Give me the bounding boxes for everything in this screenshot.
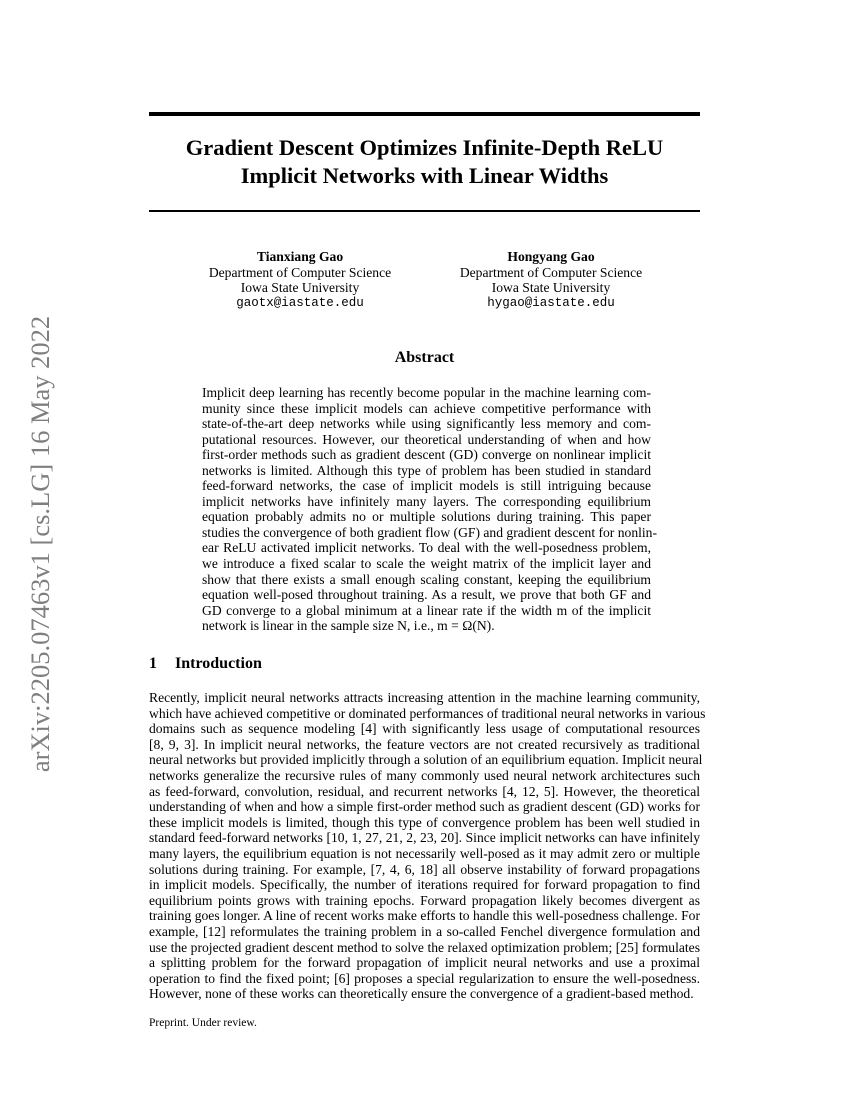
abstract-line: equation probably admits no or multiple solutions during training. This paper — [202, 509, 651, 525]
author-university: Iowa State University — [491, 280, 611, 295]
intro-line: which have achieved competitive or dominated performances of traditional neural networks in various — [149, 705, 706, 721]
intro-line: example, [12] reformulates the training problem in a so-called Fenchel divergence formulation and — [149, 923, 700, 939]
intro-line: neural networks but provided implicitly through a solution of an equilibrium equation. Implicit neural — [149, 752, 703, 768]
intro-line: [8, 9, 3]. In implicit neural networks, the feature vectors are not created recursively as traditional — [149, 736, 700, 752]
abstract-heading: Abstract — [394, 349, 455, 366]
title-line: Gradient Descent Optimizes Infinite-Depth ReLU — [185, 135, 664, 160]
author-email: hygao@iastate.edu — [487, 295, 615, 310]
intro-line: networks generalize the recursive rules of many commonly used neural network architectures such — [149, 767, 700, 783]
intro-line: solutions during training. For example, [7, 4, 6, 18] all observe instability of forward propagations — [149, 861, 700, 877]
paper-title — [149, 134, 700, 190]
abstract-line: network is linear in the sample size N, i.e., m = Ω(N). — [202, 618, 495, 634]
author-university: Iowa State University — [240, 280, 360, 295]
intro-line: these implicit models is limited, though this type of convergence problem has been well studied in — [149, 814, 700, 830]
intro-line: However, none of these works can theoretically ensure the convergence of a gradient-based method. — [149, 986, 694, 1002]
abstract-line: Implicit deep learning has recently become popular in the machine learning com- — [202, 385, 651, 400]
abstract-line: munity since these implicit models can achieve competitive performance with — [202, 400, 651, 416]
intro-line: a splitting problem for the forward propagation of implicit neural networks and use a proximal — [149, 955, 700, 971]
intro-line: training goes longer. A line of recent works make efforts to handle this well-posedness challenge. For — [149, 908, 700, 924]
author-name: Tianxiang Gao — [256, 249, 344, 264]
author-email: gaotx@iastate.edu — [236, 295, 364, 310]
intro-line: equilibrium points grows with training epochs. Forward propagation likely becomes divergent as — [149, 892, 700, 908]
section-number: 1 — [149, 655, 157, 672]
abstract-line: state-of-the-art deep networks while using significantly less memory and com- — [202, 416, 651, 432]
intro-line: in implicit models. Specifically, the number of iterations required for forward propagation to find — [149, 877, 700, 893]
intro-line: standard feed-forward networks [10, 1, 27, 21, 2, 23, 20]. Since implicit networks can have infinitely — [149, 830, 700, 846]
author-department: Department of Computer Science — [208, 264, 392, 280]
intro-line: use the projected gradient descent method to solve the relaxed optimization problem; [25] formulates — [149, 939, 700, 955]
abstract-text — [202, 385, 658, 634]
abstract-line: putational resources. However, our theoretical understanding of when and how — [202, 431, 651, 447]
abstract-line: first-order methods such as gradient descent (GD) converge on nonlinear implicit — [202, 447, 651, 463]
intro-line: understanding of when and how a simple first-order method such as gradient descent (GD) works for — [149, 799, 700, 815]
section-heading — [149, 655, 262, 673]
section-title: Introduction — [175, 655, 262, 672]
author-department: Department of Computer Science — [459, 264, 643, 280]
title-top-rule — [149, 112, 700, 116]
arxiv-identifier: arXiv:2205.07463v1 [cs.LG] 16 May 2022 — [25, 315, 55, 773]
abstract-line: studies the convergence of both gradient flow (GF) and gradient descent for nonlin- — [202, 524, 658, 540]
intro-line: operation to find the fixed point; [6] proposes a special regularization to ensure the well-posedness. — [149, 970, 700, 986]
title-line: Implicit Networks with Linear Widths — [240, 163, 609, 188]
abstract-line: show that there exists a small enough scaling constant, keeping the equilibrium — [202, 571, 651, 587]
preprint-footer: Preprint. Under review. — [149, 1017, 257, 1029]
intro-line: Recently, implicit neural networks attracts increasing attention in the machine learning community, — [149, 690, 700, 705]
author-block — [421, 249, 681, 311]
abstract-line: ear ReLU activated implicit networks. To deal with the well-posedness problem, — [202, 540, 651, 556]
abstract-line: implicit networks have infinitely many layers. The corresponding equilibrium — [202, 493, 651, 509]
abstract-line: networks is limited. Although this type of problem has been studied in standard — [202, 462, 651, 478]
abstract-line: equation well-posed throughout training. As a result, we prove that both GF and — [202, 587, 651, 603]
abstract-line: GD converge to a global minimum at a linear rate if the width m of the implicit — [202, 602, 651, 618]
abstract-line: we introduce a fixed scalar to scale the weight matrix of the implicit layer and — [202, 556, 651, 572]
intro-line: domains such as sequence modeling [4] with significantly less usage of computational resources — [149, 721, 700, 737]
author-name: Hongyang Gao — [507, 249, 595, 264]
title-bottom-rule — [149, 210, 700, 212]
intro-line: many layers, the equilibrium equation is not necessarily well-posed as it may admit zero or multiple — [149, 845, 700, 861]
introduction-text — [149, 690, 706, 1002]
intro-line: as feed-forward, convolution, residual, and recurrent networks [4, 12, 5]. However, the theoretical — [149, 783, 700, 799]
author-block — [170, 249, 430, 311]
abstract-line: feed-forward networks, the case of implicit models is still intriguing because — [202, 478, 651, 494]
